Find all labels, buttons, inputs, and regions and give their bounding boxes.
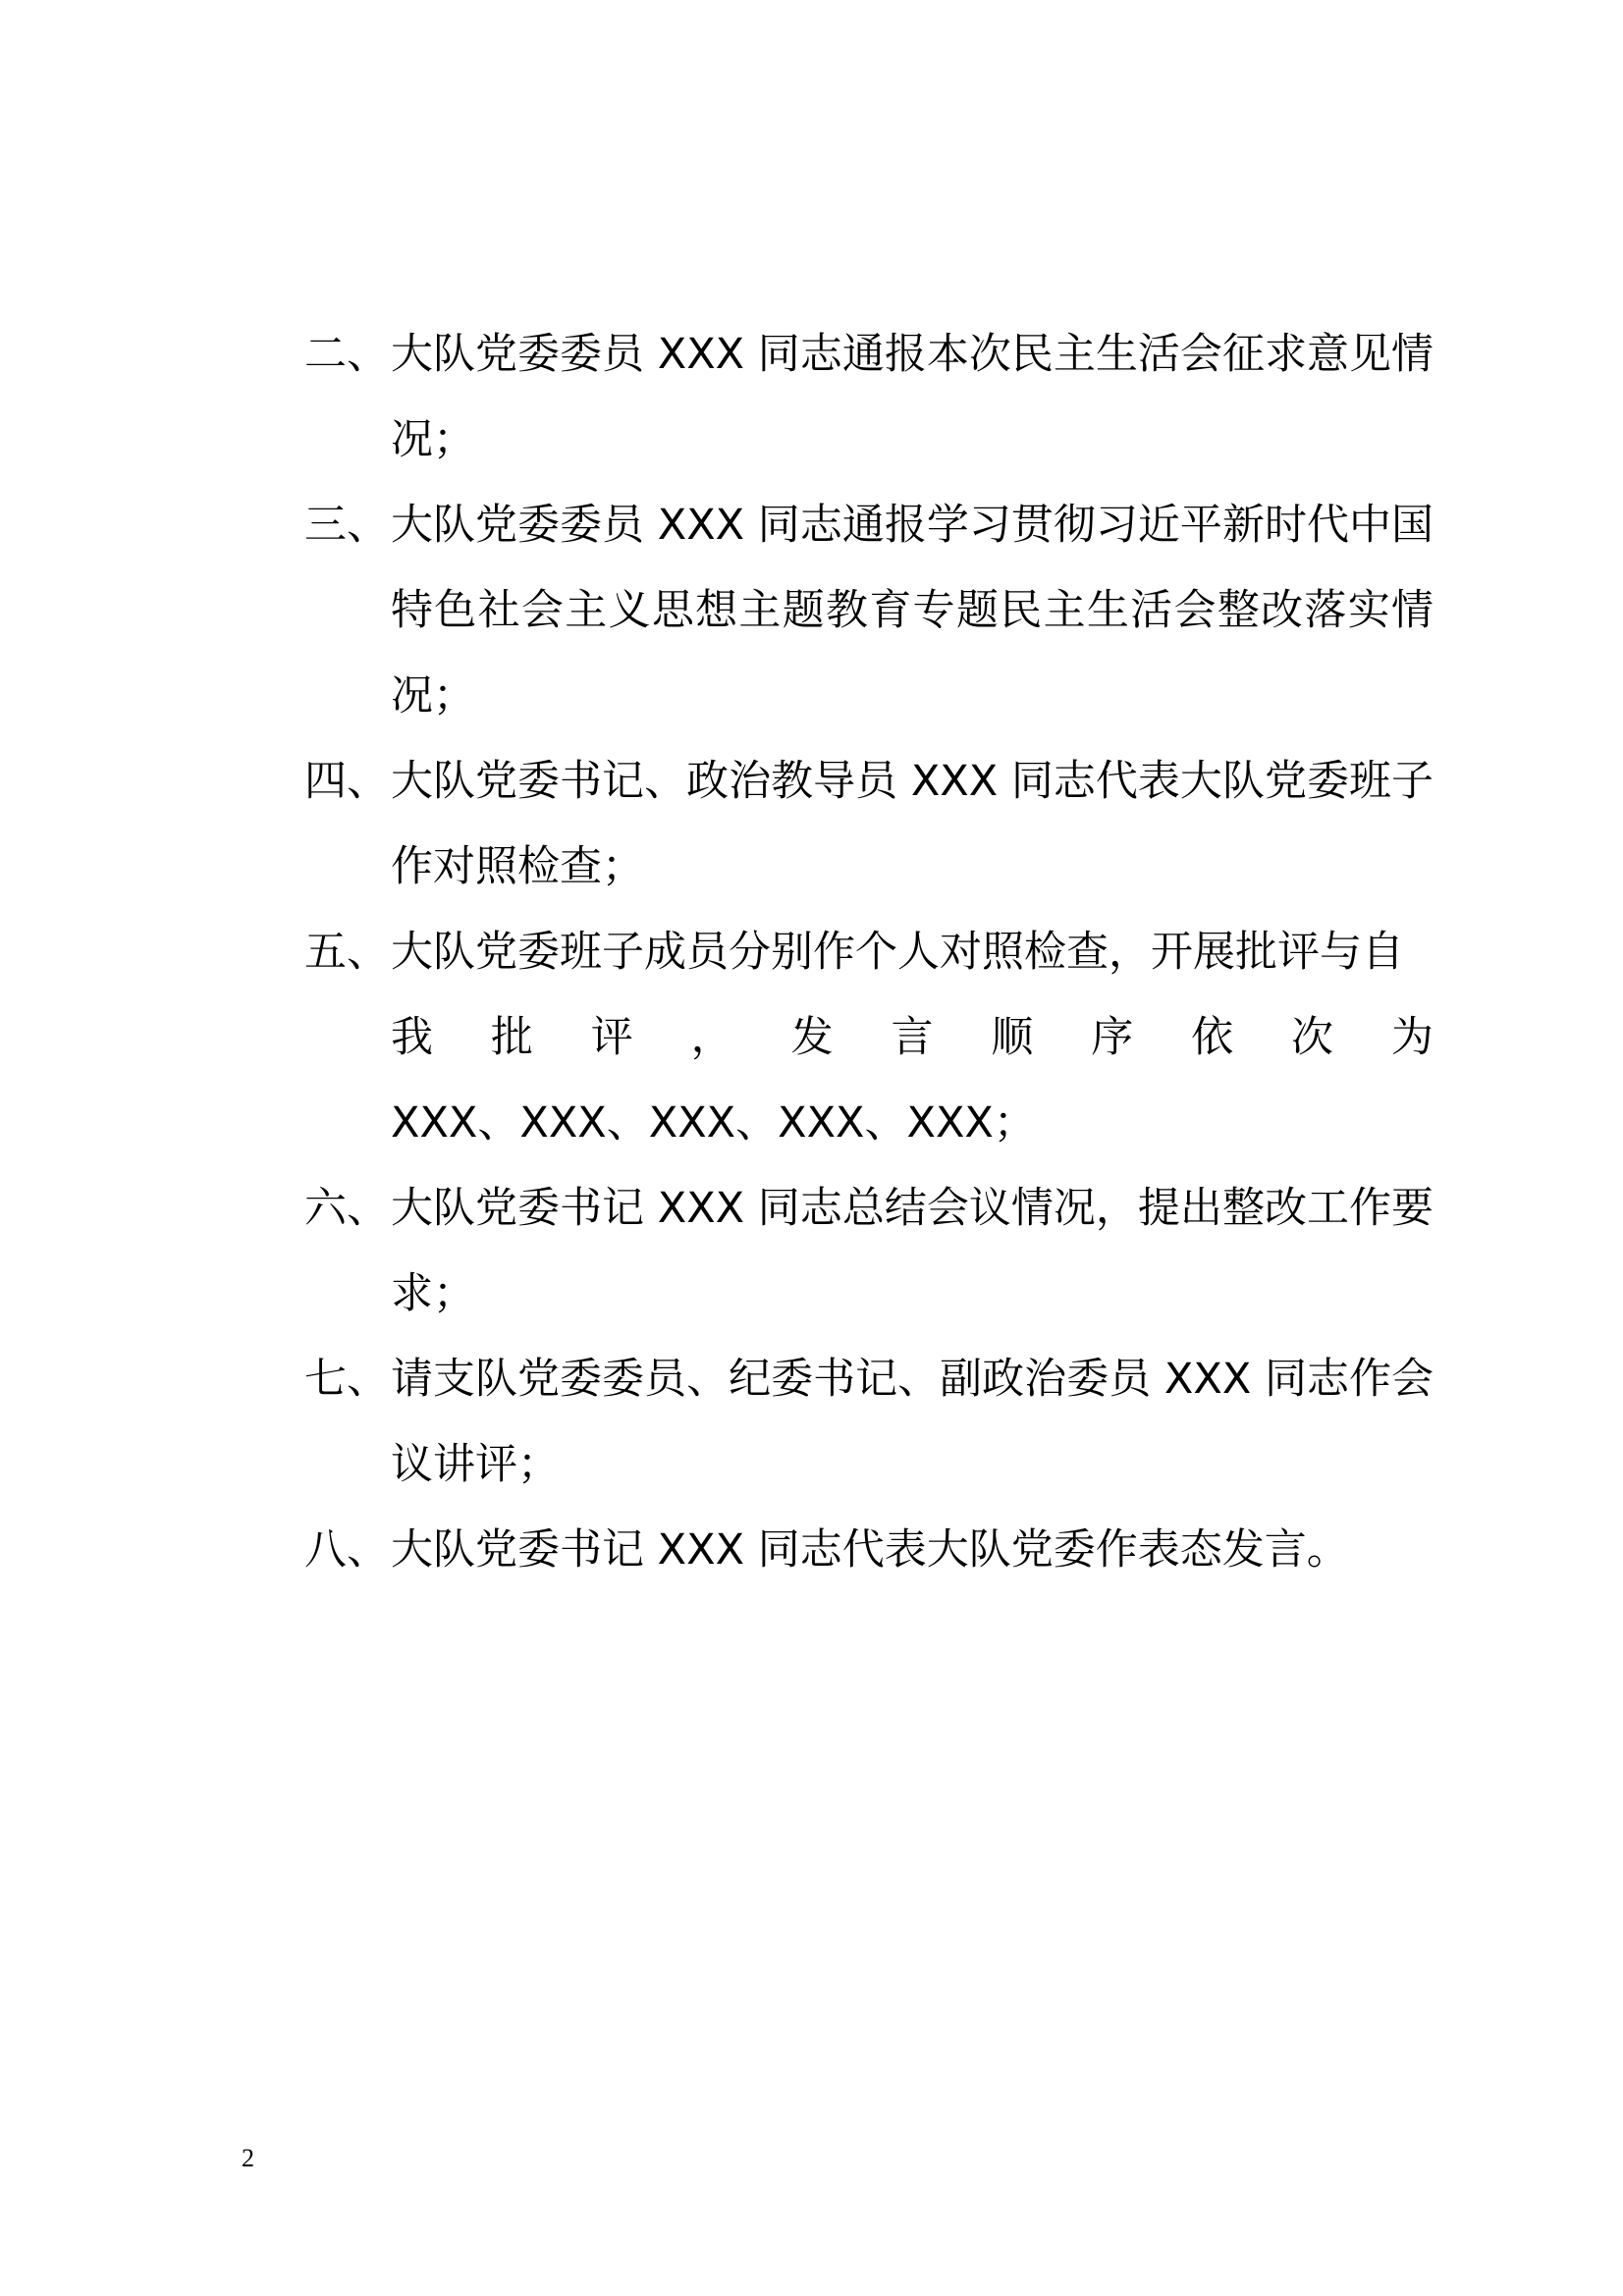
agenda-item-3 bbox=[304, 483, 1434, 739]
agenda-item-8 bbox=[304, 1508, 1434, 1593]
agenda-item-text: 大队党委书记 XXX 同志代表大队党委作表态发言。 bbox=[391, 1525, 1349, 1575]
speaking-order-word: 依 bbox=[1191, 1013, 1234, 1062]
agenda-item-number: 四、 bbox=[304, 757, 389, 806]
agenda-item-number: 六、 bbox=[304, 1184, 389, 1233]
speaking-order-word: 评 bbox=[590, 1013, 633, 1062]
speaking-order-word: 发 bbox=[790, 1013, 834, 1062]
speaking-order-word: 序 bbox=[1091, 1013, 1134, 1062]
agenda-item-number: 五、 bbox=[304, 928, 389, 977]
agenda-item-number: 七、 bbox=[304, 1355, 389, 1404]
speaking-order-word: 顺 bbox=[991, 1013, 1034, 1062]
agenda-item-text: 请支队党委委员、纪委书记、副政治委员 XXX 同志作会议讲评； bbox=[391, 1355, 1434, 1489]
agenda-item-4 bbox=[304, 739, 1434, 910]
agenda-item-text: 大队党委委员 XXX 同志通报学习贯彻习近平新时代中国特色社会主义思想主题教育专题民主生活会整改落实情况； bbox=[391, 501, 1434, 721]
speaking-order-word: ， bbox=[690, 1013, 733, 1062]
speaking-order-word: 言 bbox=[891, 1013, 934, 1062]
agenda-item-6 bbox=[304, 1166, 1434, 1337]
page-number: 2 bbox=[242, 2144, 254, 2172]
meeting-agenda-list bbox=[304, 312, 1434, 1593]
speaking-order-line bbox=[391, 995, 1434, 1081]
speaking-order-word: 批 bbox=[490, 1013, 533, 1062]
agenda-item-text bbox=[391, 910, 1434, 1166]
speaking-order-word: 为 bbox=[1390, 1013, 1434, 1062]
agenda-item-text: 大队党委书记、政治教导员 XXX 同志代表大队党委班子作对照检查； bbox=[391, 757, 1434, 891]
agenda-item-number: 八、 bbox=[304, 1525, 389, 1575]
speaking-order-word: 次 bbox=[1291, 1013, 1334, 1062]
agenda-item-7 bbox=[304, 1337, 1434, 1508]
agenda-item-number: 二、 bbox=[304, 330, 389, 379]
agenda-item-text: 大队党委书记 XXX 同志总结会议情况，提出整改工作要求； bbox=[391, 1184, 1434, 1318]
speaking-order-word: 我 bbox=[391, 1013, 433, 1062]
agenda-item-2 bbox=[304, 312, 1434, 483]
agenda-item-text: 大队党委委员 XXX 同志通报本次民主生活会征求意见情况； bbox=[391, 330, 1434, 464]
agenda-item-line: 大队党委班子成员分别作个人对照检查，开展批评与自 bbox=[391, 928, 1404, 977]
agenda-item-5 bbox=[304, 910, 1434, 1166]
speaker-order-list: XXX、XXX、XXX、XXX、XXX； bbox=[391, 1098, 1036, 1148]
agenda-item-number: 三、 bbox=[304, 501, 389, 550]
